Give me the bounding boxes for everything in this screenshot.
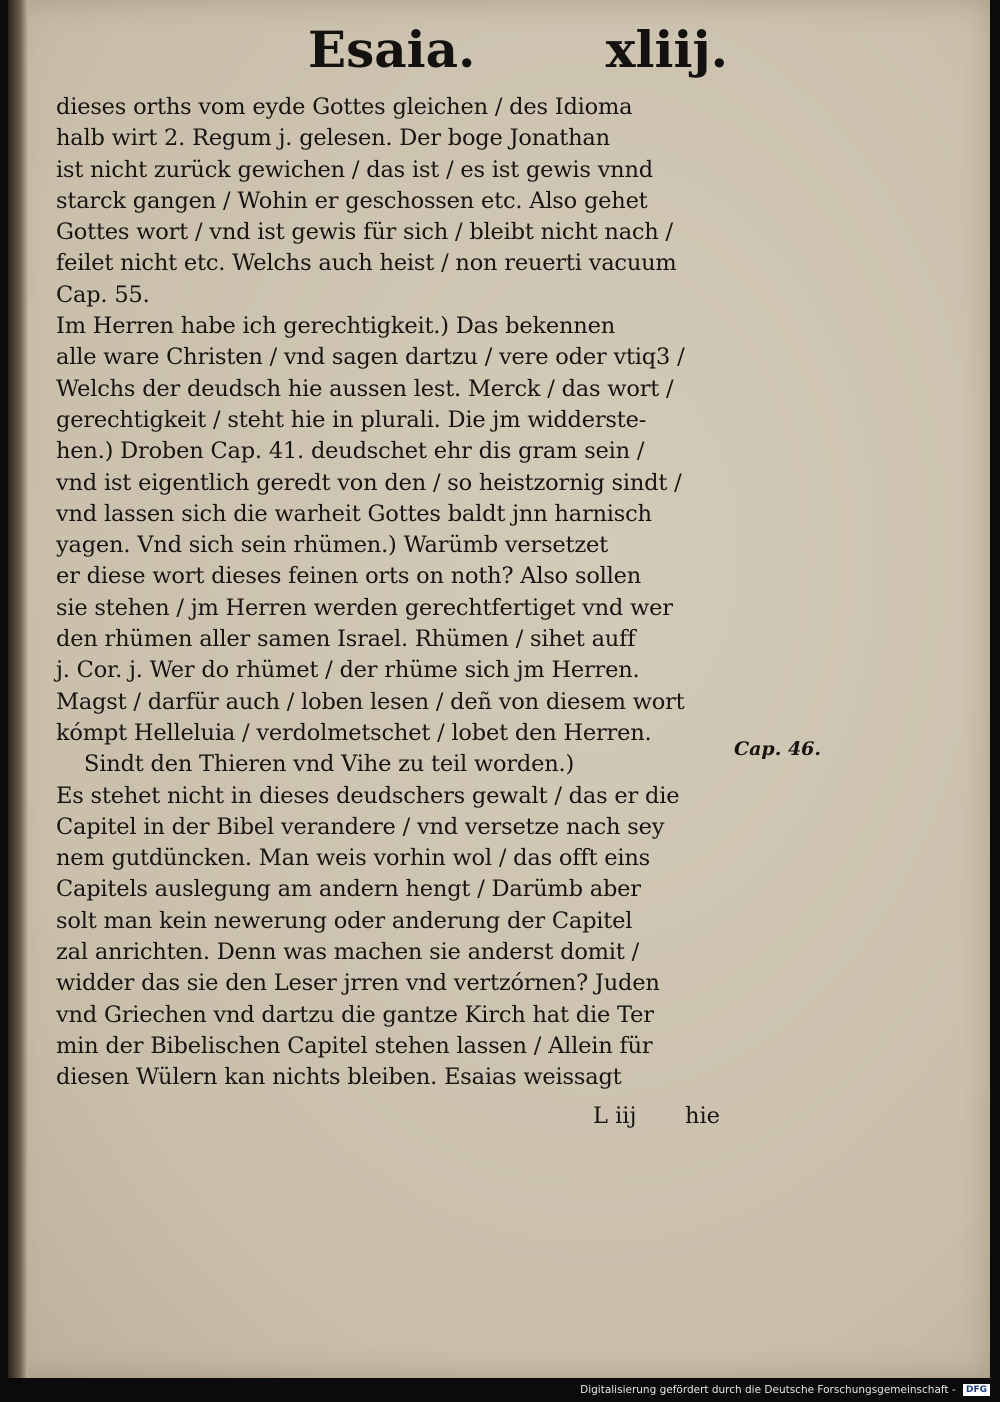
text-line: diesen Wülern kan nichts bleiben. Esaias weissagt: [56, 1064, 622, 1091]
text-line: gerechtigkeit / steht hie in plurali. Die jm widderste-: [56, 406, 647, 433]
text-line: kómpt Helleluia / verdolmetschet / lobet den Herren.: [56, 719, 652, 746]
dfg-logo: DFG: [963, 1384, 990, 1396]
text-line: ist nicht zurück gewichen / das ist / es ist gewis vnnd: [56, 156, 653, 183]
text-line: Capitels auslegung am andern hengt / Darümb aber: [56, 876, 641, 903]
text-line: j. Cor. j. Wer do rhümet / der rhüme sich jm Herren.: [56, 657, 640, 684]
page-header: [308, 20, 728, 90]
text-line: Welchs der deudsch hie aussen lest. Merck / das wort /: [56, 375, 674, 402]
text-line: Es stehet nicht in dieses deudschers gewalt / das er die: [56, 782, 680, 809]
running-title: Esaia.: [308, 20, 476, 79]
text-line: alle ware Christen / vnd sagen dartzu / vere oder vtiq3 /: [56, 344, 685, 371]
text-line: Cap. 55.: [56, 281, 150, 308]
text-line: Magst / darfür auch / loben lesen / deñ von diesem wort: [56, 688, 685, 715]
text-line: vnd Griechen vnd dartzu die gantze Kirch hat die Ter: [56, 1001, 654, 1028]
text-line: halb wirt 2. Regum j. gelesen. Der boge Jonathan: [56, 125, 610, 152]
digitization-credit: [580, 1384, 990, 1396]
text-line: vnd lassen sich die warheit Gottes baldt jnn harnisch: [56, 500, 652, 527]
margin-note: Cap. 46.: [734, 738, 822, 760]
text-line: vnd ist eigentlich geredt von den / so heistzornig sindt /: [56, 469, 682, 496]
book-page: [8, 0, 990, 1378]
text-line: starck gangen / Wohin er geschossen etc. Also gehet: [56, 187, 648, 214]
text-line: min der Bibelischen Capitel stehen lassen / Allein für: [56, 1032, 653, 1059]
folio-number: xliij.: [605, 20, 728, 79]
text-line: solt man kein newerung oder anderung der Capitel: [56, 907, 633, 934]
text-line: nem gutdüncken. Man weis vorhin wol / das offt eins: [56, 845, 651, 872]
text-line: Sindt den Thieren vnd Vihe zu teil worden.): [84, 751, 575, 778]
text-line: widder das sie den Leser jrren vnd vertzórnen? Juden: [56, 970, 660, 997]
text-line: Gottes wort / vnd ist gewis für sich / bleibt nicht nach /: [56, 219, 673, 246]
text-line: Im Herren habe ich gerechtigkeit.) Das bekennen: [56, 313, 615, 340]
text-line: yagen. Vnd sich sein rhümen.) Warümb versetzet: [56, 532, 609, 559]
text-line: sie stehen / jm Herren werden gerechtfertiget vnd wer: [56, 594, 673, 621]
catchword: hie: [685, 1103, 721, 1129]
text-line: den rhümen aller samen Israel. Rhümen / sihet auff: [56, 626, 636, 653]
text-line: er diese wort dieses feinen orts on noth? Also sollen: [56, 563, 642, 590]
text-line: zal anrichten. Denn was machen sie anderst domit /: [56, 939, 639, 966]
text-line: dieses orths vom eyde Gottes gleichen / des Idioma: [56, 94, 633, 120]
text-line: hen.) Droben Cap. 41. deudschet ehr dis gram sein /: [56, 438, 645, 465]
signature-mark: L iij: [593, 1103, 637, 1129]
credit-text: Digitalisierung gefördert durch die Deutsche Forschungsgemeinschaft -: [580, 1384, 956, 1396]
page-gutter: [8, 0, 28, 1378]
text-line: feilet nicht etc. Welchs auch heist / non reuerti vacuum: [56, 250, 677, 277]
body-text: [56, 92, 736, 1094]
text-line: Capitel in der Bibel verandere / vnd versetze nach sey: [56, 813, 665, 840]
